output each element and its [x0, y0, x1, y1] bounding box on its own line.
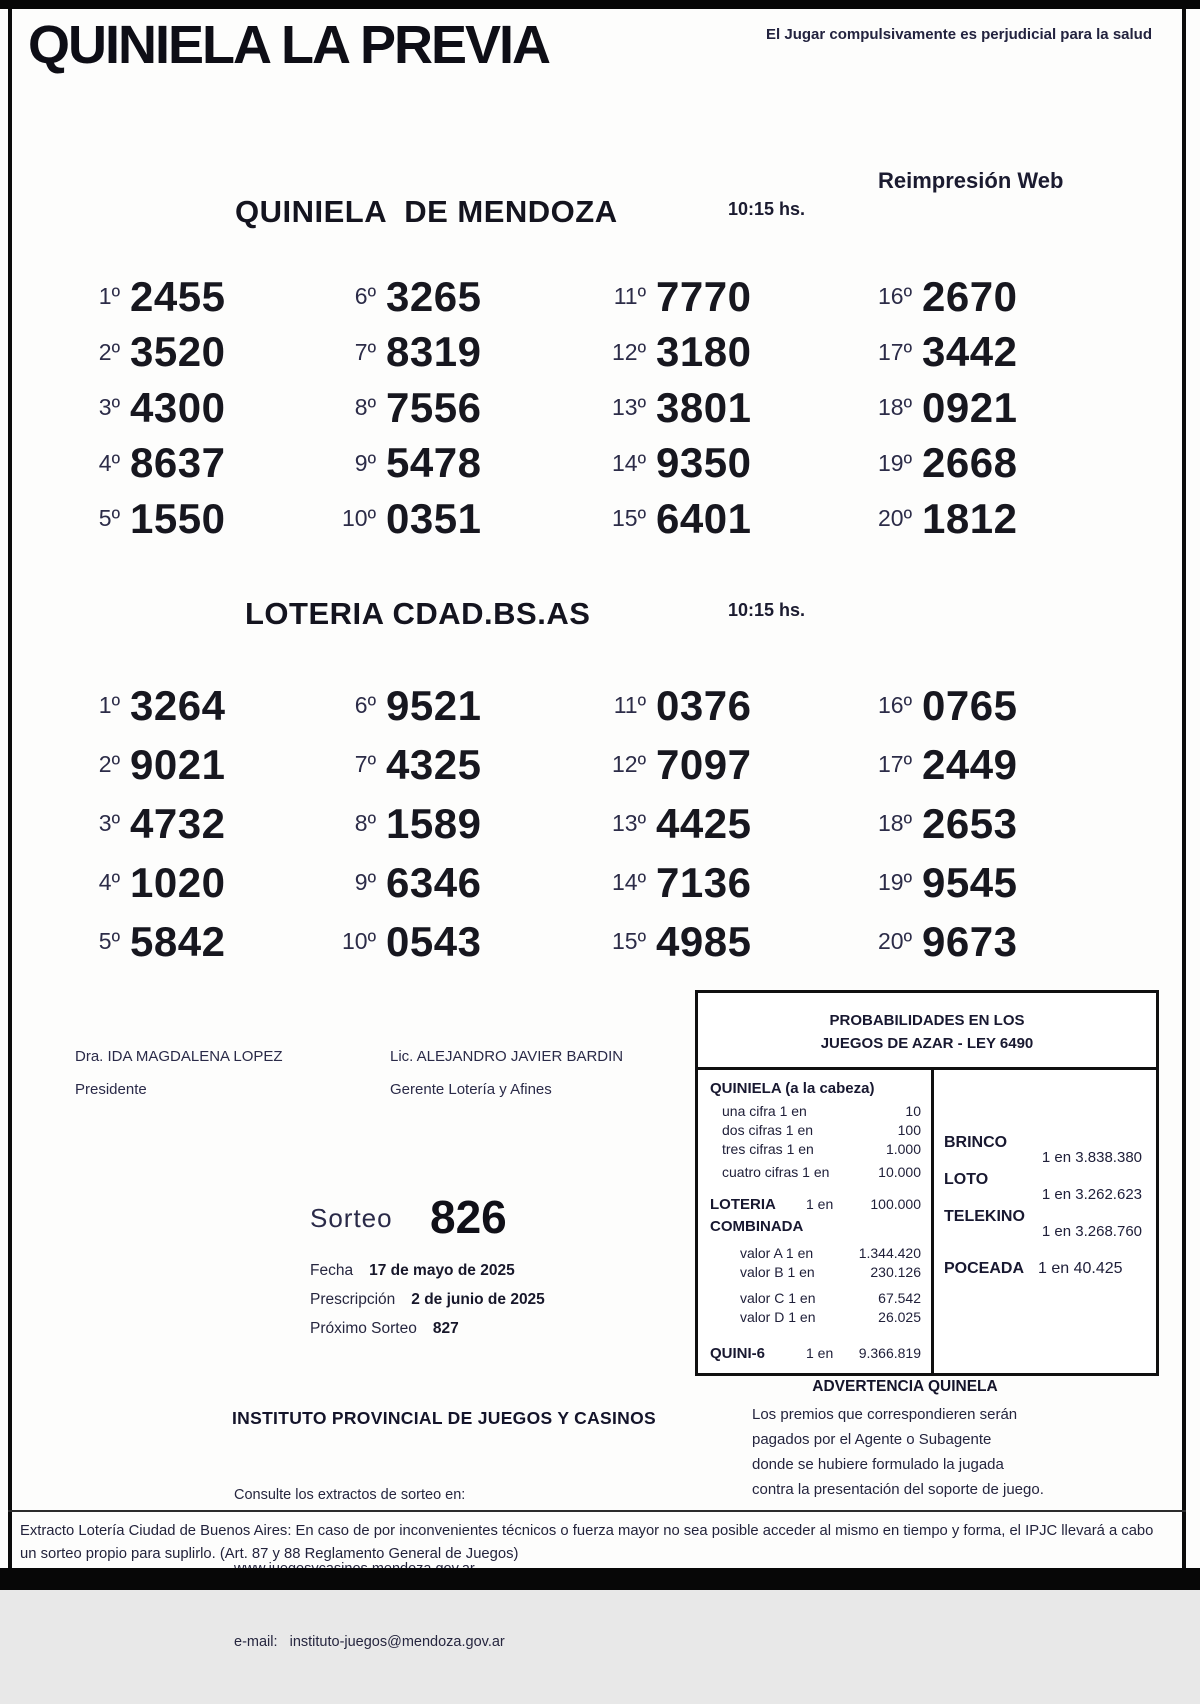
result-number: 0921 — [922, 383, 1018, 431]
prob-value: 10 — [905, 1103, 921, 1119]
brinco-label: BRINCO — [944, 1134, 1008, 1151]
page-title: QUINIELA LA PREVIA — [28, 15, 550, 75]
result-position: 9º — [354, 869, 376, 895]
result-cell — [854, 436, 1066, 492]
prob-label: valor A 1 en — [740, 1245, 814, 1261]
result-position: 10º — [342, 505, 376, 532]
result-cell — [318, 912, 588, 971]
result-cell — [854, 735, 1066, 794]
result-position: 6º — [354, 283, 376, 310]
result-number: 2455 — [130, 272, 226, 320]
result-position: 10º — [342, 928, 376, 954]
sorteo-prescripcion-row — [310, 1285, 545, 1314]
result-number: 7097 — [656, 740, 752, 788]
prob-row — [710, 1140, 923, 1159]
result-position: 18º — [878, 810, 912, 836]
result-cell — [588, 325, 854, 381]
result-position: 9º — [354, 449, 376, 476]
result-number: 1550 — [130, 494, 226, 542]
draw-title-mendoza: QUINIELA DE MENDOZA — [235, 194, 618, 229]
result-number: 2668 — [922, 439, 1018, 487]
result-number: 4985 — [656, 917, 752, 965]
result-position: 8º — [354, 394, 376, 421]
result-number: 0543 — [386, 917, 482, 965]
result-number: 4732 — [130, 799, 226, 847]
result-position: 19º — [878, 869, 912, 895]
result-cell — [588, 436, 854, 492]
result-cell — [588, 735, 854, 794]
result-cell — [854, 269, 1066, 325]
result-cell — [854, 853, 1066, 912]
result-position: 7º — [354, 338, 376, 365]
footer-note: Extracto Lotería Ciudad de Buenos Aires: En caso de por inconvenientes técnicos o fuerza mayor no sea posible acceder al mismo en tiempo y forma, el IPJC llevará a cabo un sorteo propio para suplirlo. (Art. 87 y 88 Reglamento General de Juegos) — [20, 1523, 1154, 1562]
result-position: 15º — [612, 505, 646, 532]
result-number: 5478 — [386, 439, 482, 487]
advertencia-line: pagados por el Agente o Subagente — [752, 1431, 992, 1448]
prob-row — [710, 1263, 923, 1282]
brinco-value: 1 en 3.838.380 — [1041, 1149, 1142, 1166]
result-position: 1º — [98, 283, 120, 310]
result-cell — [62, 380, 318, 436]
telekino-entry — [944, 1208, 1144, 1240]
poceada-label: POCEADA — [944, 1260, 1025, 1277]
result-number: 0765 — [922, 681, 1018, 729]
sorteo-proximo-row — [310, 1314, 545, 1343]
result-cell — [62, 735, 318, 794]
probabilities-title — [698, 993, 1156, 1070]
result-position: 1º — [98, 692, 120, 718]
result-position: 6º — [354, 692, 376, 718]
result-cell — [588, 491, 854, 547]
result-cell — [62, 269, 318, 325]
loteria-value: 100.000 — [870, 1196, 921, 1212]
draw-time-bsas: 10:15 hs. — [728, 600, 806, 620]
prob-row — [710, 1244, 923, 1263]
result-position: 16º — [878, 283, 912, 310]
result-number: 9350 — [656, 439, 752, 487]
result-cell — [318, 676, 588, 735]
result-number: 6346 — [386, 858, 482, 906]
result-number: 8637 — [130, 439, 226, 487]
proximo-label: Próximo Sorteo — [310, 1320, 417, 1337]
result-position: 4º — [98, 449, 120, 476]
prob-label: cuatro cifras 1 en — [722, 1164, 830, 1180]
result-position: 2º — [98, 338, 120, 365]
telekino-label: TELEKINO — [944, 1208, 1025, 1225]
instituto-title: INSTITUTO PROVINCIAL DE JUEGOS Y CASINOS — [232, 1408, 656, 1428]
result-position: 8º — [354, 810, 376, 836]
result-number: 0376 — [656, 681, 752, 729]
result-cell — [588, 853, 854, 912]
result-cell — [62, 436, 318, 492]
prob-label: valor C 1 en — [740, 1290, 816, 1306]
sorteo-label: Sorteo — [310, 1203, 393, 1233]
result-cell — [854, 491, 1066, 547]
result-position: 2º — [98, 751, 120, 777]
result-position: 19º — [878, 449, 912, 476]
brinco-entry — [944, 1134, 1144, 1166]
result-cell — [588, 912, 854, 971]
instituto-email: e-mail: instituto-juegos@mendoza.gov.ar — [234, 1634, 505, 1650]
result-number: 7556 — [386, 383, 482, 431]
loteria-prob-row — [710, 1195, 923, 1214]
draw-time-mendoza: 10:15 hs. — [728, 199, 806, 219]
prob-label: tres cifras 1 en — [722, 1141, 814, 1157]
signature-manager — [390, 1048, 623, 1098]
prob-row — [710, 1308, 923, 1327]
proximo-value: 827 — [432, 1320, 459, 1337]
result-cell — [318, 853, 588, 912]
mendoza-results-grid — [62, 269, 1066, 547]
result-cell — [62, 491, 318, 547]
prescripcion-label: Prescripción — [310, 1291, 396, 1308]
result-position: 13º — [612, 810, 646, 836]
quini6-prob-row — [710, 1344, 923, 1365]
probabilities-title-line1: PROBABILIDADES EN LOS — [829, 1012, 1025, 1029]
result-position: 17º — [878, 751, 912, 777]
result-number: 3520 — [130, 328, 226, 376]
advertencia-title: ADVERTENCIA QUINELA — [812, 1378, 998, 1395]
prob-row — [710, 1121, 923, 1140]
sorteo-number: 826 — [430, 1191, 507, 1243]
result-position: 15º — [612, 928, 646, 954]
result-cell — [854, 325, 1066, 381]
result-number: 3264 — [130, 681, 226, 729]
result-number: 3265 — [386, 272, 482, 320]
result-cell — [62, 794, 318, 853]
advertencia-line: Los premios que correspondieren serán — [752, 1406, 1018, 1423]
loto-value: 1 en 3.262.623 — [1041, 1186, 1142, 1203]
result-cell — [854, 912, 1066, 971]
probabilities-left-column — [698, 1070, 934, 1373]
prob-row — [710, 1289, 923, 1308]
result-cell — [588, 380, 854, 436]
prob-value: 100 — [897, 1122, 921, 1138]
bottom-border — [0, 1568, 1200, 1590]
probabilities-right-column — [934, 1070, 1156, 1373]
result-cell — [854, 676, 1066, 735]
combinada-header: COMBINADA — [710, 1218, 804, 1235]
result-number: 2670 — [922, 272, 1018, 320]
result-number: 2449 — [922, 740, 1018, 788]
result-position: 11º — [613, 692, 646, 718]
probabilities-title-line2: JUEGOS DE AZAR - LEY 6490 — [820, 1035, 1034, 1052]
result-position: 7º — [354, 751, 376, 777]
loteria-mid: 1 en — [806, 1196, 834, 1212]
telekino-value: 1 en 3.268.760 — [1041, 1223, 1142, 1240]
result-position: 14º — [612, 449, 646, 476]
result-number: 9521 — [386, 681, 482, 729]
result-cell — [318, 735, 588, 794]
result-cell — [318, 325, 588, 381]
sorteo-fecha-row — [310, 1256, 545, 1285]
result-position: 18º — [878, 394, 912, 421]
result-number: 7136 — [656, 858, 752, 906]
loto-entry — [944, 1171, 1144, 1203]
result-number: 0351 — [386, 494, 482, 542]
result-position: 20º — [878, 928, 912, 954]
result-cell — [62, 676, 318, 735]
result-cell — [318, 269, 588, 325]
result-cell — [318, 491, 588, 547]
prob-row — [710, 1102, 923, 1121]
prob-label: una cifra 1 en — [722, 1103, 807, 1119]
quini6-label: QUINI-6 — [710, 1345, 766, 1362]
result-cell — [62, 325, 318, 381]
result-number: 7770 — [656, 272, 752, 320]
probabilities-box — [695, 990, 1159, 1376]
prob-value: 230.126 — [870, 1264, 921, 1280]
result-position: 3º — [98, 810, 120, 836]
result-cell — [854, 380, 1066, 436]
prob-value: 10.000 — [878, 1164, 921, 1180]
result-cell — [854, 794, 1066, 853]
result-number: 6401 — [656, 494, 752, 542]
footer-divider — [8, 1510, 1186, 1512]
result-number: 2653 — [922, 799, 1018, 847]
manager-name: Lic. ALEJANDRO JAVIER BARDIN — [390, 1048, 624, 1065]
result-position: 14º — [612, 869, 646, 895]
quini6-mid: 1 en — [806, 1345, 834, 1361]
result-number: 1589 — [386, 799, 482, 847]
result-position: 17º — [878, 338, 912, 365]
prob-label: valor D 1 en — [740, 1309, 816, 1325]
result-position: 5º — [98, 505, 120, 532]
health-warning: El Jugar compulsivamente es perjudicial para la salud — [766, 26, 1152, 43]
advertencia-line: contra la presentación del soporte de juego. — [752, 1481, 1044, 1498]
result-number: 1020 — [130, 858, 226, 906]
result-cell — [588, 269, 854, 325]
probabilities-columns — [698, 1070, 1156, 1373]
fecha-value: 17 de mayo de 2025 — [369, 1262, 515, 1279]
result-number: 4300 — [130, 383, 226, 431]
prob-row — [710, 1163, 923, 1182]
advertencia-line: donde se hubiere formulado la jugada — [752, 1456, 1004, 1473]
result-position: 16º — [878, 692, 912, 718]
result-position: 3º — [98, 394, 120, 421]
result-cell — [318, 380, 588, 436]
result-cell — [62, 912, 318, 971]
result-number: 1812 — [922, 494, 1018, 542]
result-number: 9021 — [130, 740, 226, 788]
result-number: 9545 — [922, 858, 1018, 906]
result-position: 12º — [612, 751, 646, 777]
prescripcion-value: 2 de junio de 2025 — [411, 1291, 545, 1308]
result-cell — [588, 676, 854, 735]
result-cell — [588, 794, 854, 853]
quiniela-prob-header: QUINIELA (a la cabeza) — [710, 1080, 875, 1097]
loteria-label: LOTERIA — [710, 1196, 776, 1213]
result-number: 3442 — [922, 328, 1018, 376]
instituto-line: Consulte los extractos de sorteo en: — [234, 1487, 466, 1503]
result-cell — [318, 436, 588, 492]
poceada-value: 1 en 40.425 — [1038, 1260, 1123, 1277]
president-name: Dra. IDA MAGDALENA LOPEZ — [75, 1048, 283, 1065]
draw-title-bsas: LOTERIA CDAD.BS.AS — [245, 596, 591, 631]
prob-value: 1.000 — [885, 1141, 921, 1157]
loto-label: LOTO — [944, 1171, 989, 1188]
prob-label: dos cifras 1 en — [722, 1122, 814, 1138]
result-number: 4425 — [656, 799, 752, 847]
manager-role: Gerente Lotería y Afines — [390, 1081, 552, 1098]
quini6-value: 9.366.819 — [858, 1345, 921, 1361]
result-position: 4º — [98, 869, 120, 895]
result-position: 12º — [612, 338, 646, 365]
sorteo-details — [310, 1256, 545, 1343]
reimpression-web-label: Reimpresión Web — [878, 168, 1064, 193]
result-number: 8319 — [386, 328, 482, 376]
result-position: 13º — [612, 394, 646, 421]
bsas-results-grid — [62, 676, 1066, 971]
prob-value: 26.025 — [878, 1309, 921, 1325]
result-number: 9673 — [922, 917, 1018, 965]
advertencia-text — [752, 1402, 1044, 1502]
result-cell — [62, 853, 318, 912]
result-number: 5842 — [130, 917, 226, 965]
poceada-entry — [944, 1260, 1144, 1278]
result-position: 5º — [98, 928, 120, 954]
president-role: Presidente — [75, 1081, 147, 1098]
prob-value: 1.344.420 — [858, 1245, 921, 1261]
fecha-label: Fecha — [310, 1262, 354, 1279]
result-position: 11º — [613, 283, 646, 310]
result-number: 3180 — [656, 328, 752, 376]
signature-president — [75, 1048, 283, 1098]
top-border — [0, 0, 1200, 9]
result-cell — [318, 794, 588, 853]
result-number: 3801 — [656, 383, 752, 431]
result-position: 20º — [878, 505, 912, 532]
prob-label: valor B 1 en — [740, 1264, 815, 1280]
prob-value: 67.542 — [878, 1290, 921, 1306]
result-number: 4325 — [386, 740, 482, 788]
